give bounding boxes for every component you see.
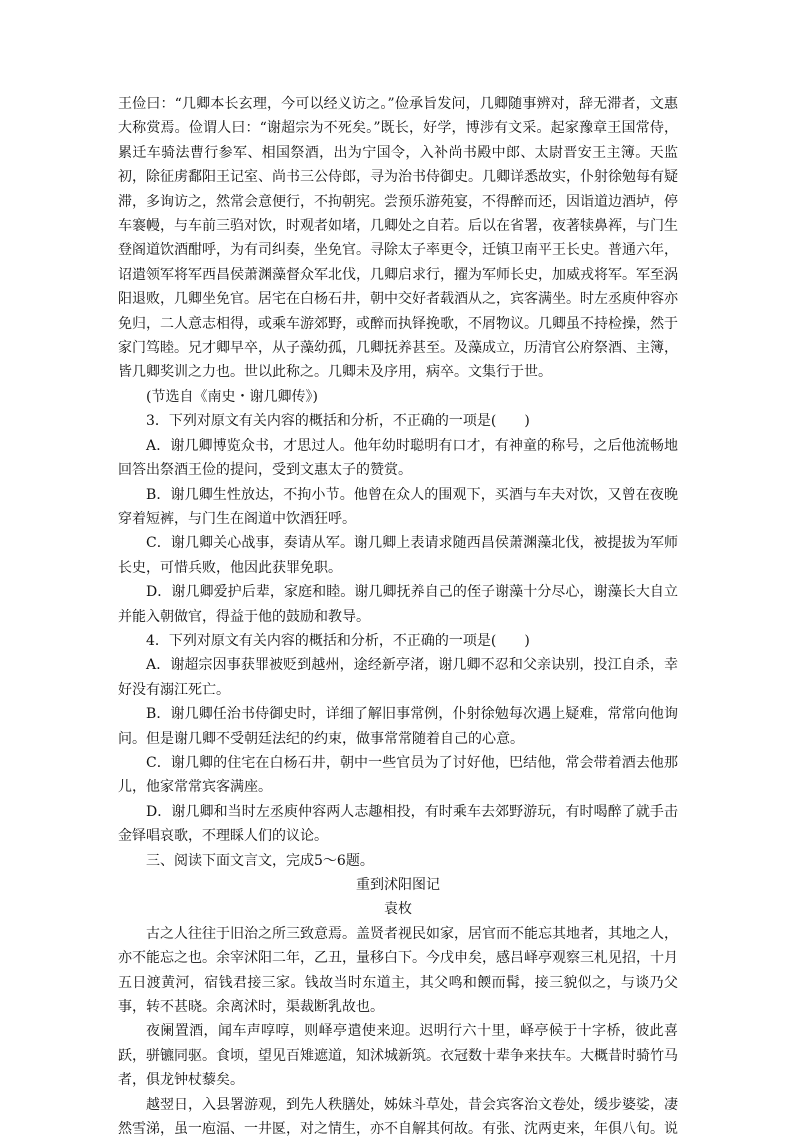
question-4-option-a: A．谢超宗因事获罪被贬到越州，途经新亭渚，谢几卿不忍和父亲诀别，投江自杀，幸好没有溺江死亡。 <box>118 657 678 698</box>
question-3-option-b: B．谢几卿生性放达，不拘小节。他曾在众人的围观下，买酒与车夫对饮，又曾在夜晚穿着短裤，与门生在阁道中饮酒狂呼。 <box>118 486 678 527</box>
passage-text: 王俭曰：“几卿本长玄理，今可以经义访之。”俭承旨发问，几卿随事辨对，辞无滞者，文惠大称赏焉。俭谓人曰：“谢超宗为不死矣。”既长，好学，博涉有文采。起家豫章王国常侍，累迁车骑法曹行参军、相国祭酒，出为宁国令，入补尚书殿中郎、太尉晋安王主簿。天监初，除征虏鄱阳王记室、尚书三公侍郎，寻为治书侍御史。几卿详悉故实，仆射徐勉每有疑滞，多询访之，然常会意便行，不拘朝宪。尝预乐游苑宴，不得醉而还，因诣道边酒垆，停车褰幔，与车前三驺对饮，时观者如堵，几卿处之自若。后以在省署，夜著犊鼻裈，与门生登阁道饮酒酣呼，为有司纠奏，坐免官。寻除太子率更令，迁镇卫南平王长史。普通六年，诏遣领军将军西昌侯萧渊藻督众军北伐，几卿启求行，擢为军师长史，加威戎将军。军至涡阳退败，几卿坐免官。居宅在白杨石井，朝中交好者载酒从之，宾客满坐。时左丞庾仲容亦免归，二人意志相得，或乘车游郊野，或醉而执铎挽歌，不屑物议。几卿虽不持检操，然于家门笃睦。兄才卿早卒，从子藻幼孤，几卿抚养甚至。及藻成立，历清官公府祭酒、主簿，皆几卿奖训之力也。世以此称之。几卿未及序用，病卒。文集行于世。 <box>118 96 678 381</box>
question-4-option-c: C．谢几卿的住宅在白杨石井，朝中一些官员为了讨好他，巴结他，常会带着酒去他那儿，他家常常宾客满座。 <box>118 754 678 796</box>
source-note: (节选自《南史・谢几卿传》) <box>146 388 318 405</box>
essay-paragraph-2: 夜阑置酒，闻车声啍啍，则峄亭遣使来迎。迟明行六十里，峄亭候于十字桥，彼此喜跃，骈镳同驱。食顷，望见百雉遮道，知沭城新筑。衣冠数十辈争来扶车。大概昔时骑竹马者，俱龙钟杖藜矣。 <box>118 1023 678 1089</box>
section-heading: 三、阅读下面文言文，完成5～6题。 <box>146 852 374 869</box>
question-4-option-d: D．谢几卿和当时左丞庾仲容两人志趣相投，有时乘车去郊野游玩，有时喝醉了就手击金铎唱哀歌，不理睬人们的议论。 <box>118 803 678 845</box>
question-4-option-b: B．谢几卿任治书侍御史时，详细了解旧事常例，仆射徐勉每次遇上疑难，常常向他询问。但是谢几卿不受朝廷法纪的约束，做事常常随着自己的心意。 <box>118 706 678 747</box>
question-3-stem: 3．下列对原文有关内容的概括和分析，不正确的一项是( ) <box>146 413 530 430</box>
question-3-option-a: A．谢几卿博览众书，才思过人。他年幼时聪明有口才，有神童的称号，之后他流畅地回答出祭酒王俭的提问，受到文惠太子的赞赏。 <box>118 437 678 479</box>
question-3-option-d: D．谢几卿爱护后辈，家庭和睦。谢几卿抚养自己的侄子谢藻十分尽心，谢藻长大自立并能入朝做官，得益于他的鼓励和教导。 <box>118 584 678 625</box>
question-4-stem: 4．下列对原文有关内容的概括和分析，不正确的一项是( ) <box>146 632 530 649</box>
question-3-option-c: C．谢几卿关心战事，奏请从军。谢几卿上表请求随西昌侯萧渊藻北伐，被提拔为军师长史，可惜兵败，他因此获罪免职。 <box>118 535 678 576</box>
essay-paragraph-1: 古之人往往于旧治之所三致意焉。盖贤者视民如家，居官而不能忘其地者，其地之人，亦不能忘之也。余宰沭阳二年，乙丑，量移白下。今戊申矣，感吕峄亭观察三札见招，十月五日渡黄河，宿钱君接三家。钱故当时东道主，其父鸣和餪而髯，接三貌似之，与谈乃父事，转不甚晓。余离沭时，渠裁断乳故也。 <box>118 925 678 1016</box>
essay-author: 袁枚 <box>384 901 412 918</box>
document-page <box>118 92 678 1141</box>
essay-paragraph-3: 越翌日，入县署游观，到先人秩膳处，姊妹斗草处，昔会宾客治文卷处，缓步婆娑，凄然雪涕，虽一庖湢、一井匽，对之情生，亦不自解其何故。有张、沈两吏来，年俱八旬。说 <box>118 1096 678 1138</box>
essay-title: 重到沭阳图记 <box>356 877 440 893</box>
